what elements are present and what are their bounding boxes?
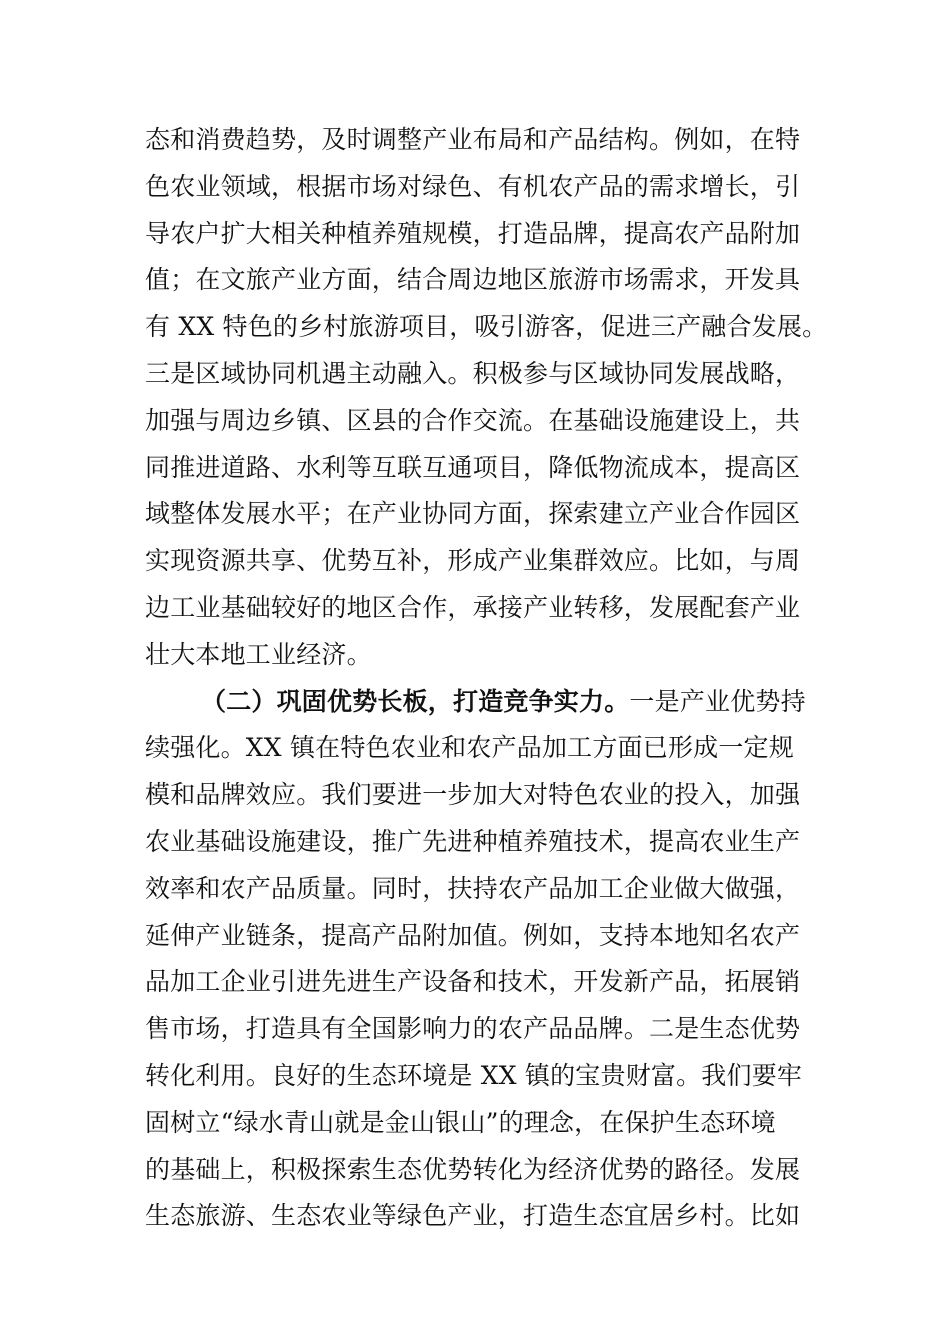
text-line: 售市场，打造具有全国影响力的农产品品牌。二是生态优势 — [145, 1014, 801, 1044]
text-line: 模和品牌效应。我们要进一步加大对特色农业的投入，加强 — [145, 780, 801, 810]
text-line: 延伸产业链条，提高产品附加值。例如，支持本地知名农产 — [145, 920, 801, 950]
text-line: 品加工企业引进先进生产设备和技术，开发新产品，拓展销 — [145, 967, 801, 997]
text-line: 三是区域协同机遇主动融入。积极参与区域协同发展战略， — [145, 358, 801, 388]
text-line: 加强与周边乡镇、区县的合作交流。在基础设施建设上，共 — [145, 405, 801, 435]
text-line: 生态旅游、生态农业等绿色产业，打造生态宜居乡村。比如 — [145, 1201, 801, 1231]
text-line: 壮大本地工业经济。 — [145, 639, 372, 669]
text-line: 同推进道路、水利等互联互通项目，降低物流成本，提高区 — [145, 452, 801, 482]
body-text — [145, 117, 845, 1240]
text-line: 导农户扩大相关种植养殖规模，打造品牌，提高农产品附加 — [145, 218, 801, 248]
text-line: 值；在文旅产业方面，结合周边地区旅游市场需求，开发具 — [145, 265, 801, 295]
text-line: 实现资源共享、优势互补，形成产业集群效应。比如，与周 — [145, 546, 801, 576]
text-line: 农业基础设施建设，推广先进种植养殖技术，提高农业生产 — [145, 826, 801, 856]
text-line: 有 XX 特色的乡村旅游项目，吸引游客，促进三产融合发展。 — [145, 312, 828, 342]
text-line: 色农业领域，根据市场对绿色、有机农产品的需求增长，引 — [145, 171, 801, 201]
text-line: 转化利用。良好的生态环境是 XX 镇的宝贵财富。我们要牢 — [145, 1060, 803, 1090]
text-line: 态和消费趋势，及时调整产业布局和产品结构。例如，在特 — [145, 125, 801, 154]
section-heading-line — [145, 679, 845, 726]
text-line: 域整体发展水平；在产业协同方面，探索建立产业合作园区 — [145, 499, 801, 529]
text-line: 续强化。XX 镇在特色农业和农产品加工方面已形成一定规 — [145, 733, 794, 763]
section-heading: （二）巩固优势长板，打造竞争实力。 — [201, 686, 630, 716]
text-line: 的基础上，积极探索生态优势转化为经济优势的路径。发展 — [145, 1154, 801, 1184]
section-first-line-text: 一是产业优势持 — [629, 686, 806, 716]
text-line: 固树立“绿水青山就是金山银山”的理念，在保护生态环境 — [145, 1107, 776, 1137]
text-line: 边工业基础较好的地区合作，承接产业转移，发展配套产业 — [145, 592, 801, 622]
text-line: 效率和农产品质量。同时，扶持农产品加工企业做大做强， — [145, 873, 801, 903]
